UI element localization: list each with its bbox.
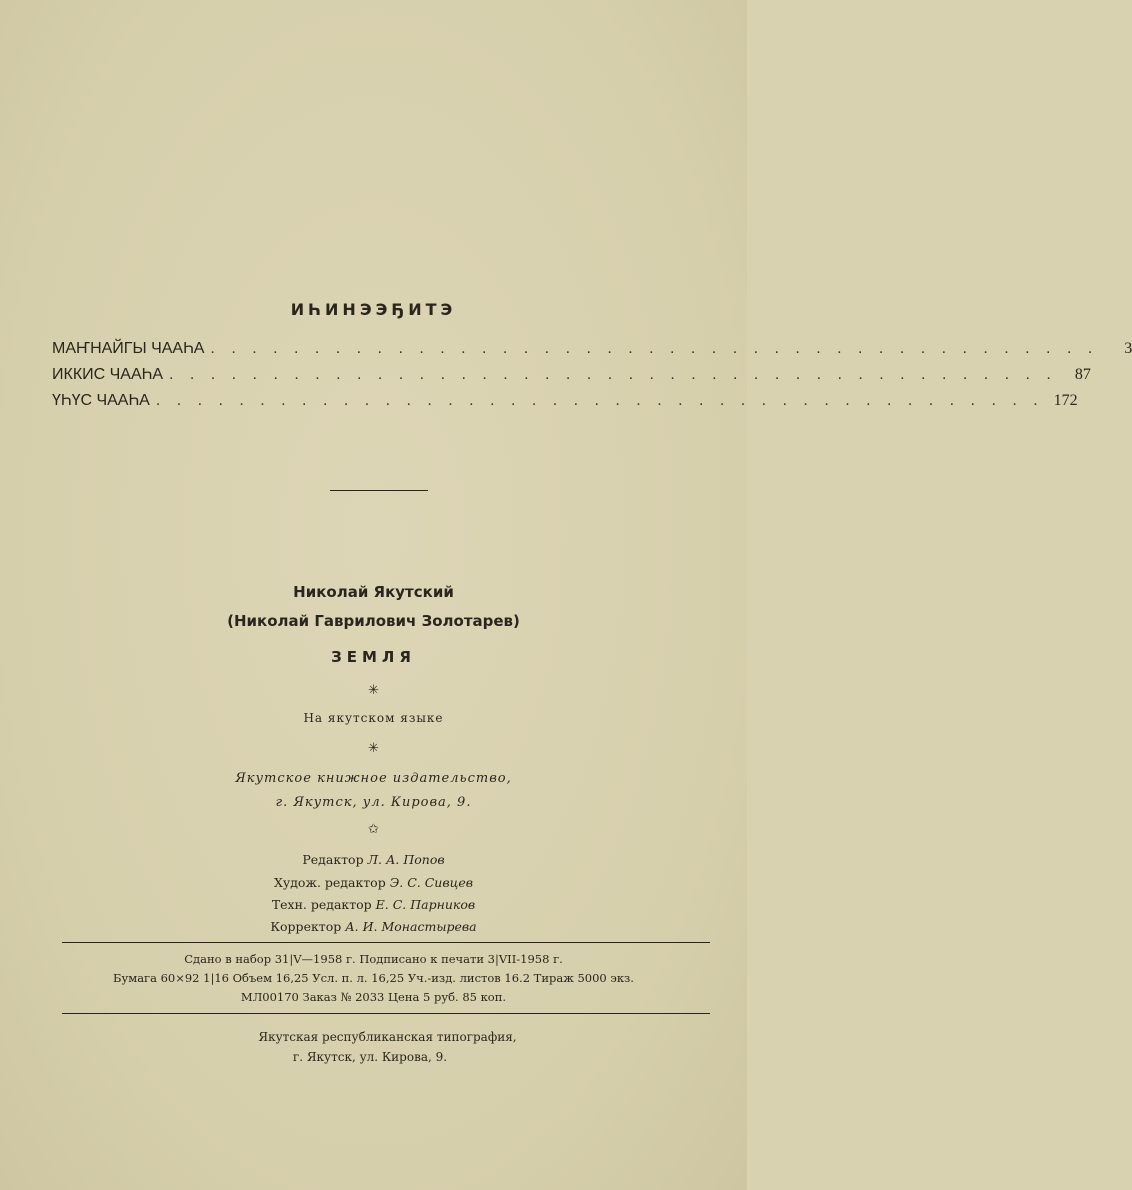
imprint-rule-top bbox=[62, 942, 710, 943]
star-ornament-icon: ✩ bbox=[368, 822, 379, 837]
toc-entry-title: ҮҺҮС ЧААҺА bbox=[52, 392, 150, 409]
printer-address: г. Якутск, ул. Кирова, 9. bbox=[292, 1050, 448, 1064]
staff-role: Редактор bbox=[302, 852, 364, 867]
toc-entry-page: 87 bbox=[1074, 366, 1091, 383]
staff-line bbox=[0, 875, 747, 890]
toc-entry-page: 172 bbox=[1053, 392, 1078, 409]
asterisk-ornament-icon: ✳ bbox=[368, 741, 379, 756]
toc-entry-title: МАҤНАЙГЫ ЧААҺА bbox=[52, 340, 205, 357]
author-name: Николай Якутский bbox=[293, 583, 454, 601]
toc-leader-dots: . . . . . . . . . . . . . . . . . . . . . . . . . . . . . . . . . . . . . . . . . . . bbox=[155, 392, 1044, 409]
staff-name: Э. С. Сивцев bbox=[389, 875, 474, 890]
book-title: ЗЕМЛЯ bbox=[331, 648, 416, 666]
staff-line bbox=[0, 919, 747, 934]
publisher-address: г. Якутск, ул. Кирова, 9. bbox=[275, 795, 472, 810]
staff-name: А. И. Монастырева bbox=[345, 919, 477, 934]
imprint-rule-bottom bbox=[62, 1013, 710, 1014]
toc-entry bbox=[52, 366, 1091, 392]
printer-name: Якутская республиканская типография, bbox=[258, 1030, 517, 1044]
staff-line bbox=[0, 897, 747, 912]
toc-entry bbox=[52, 340, 1132, 366]
staff-line bbox=[0, 852, 747, 867]
table-of-contents bbox=[52, 340, 1132, 418]
imprint-dates: Сдано в набор 31|V—1958 г. Подписано к печати 3|VII-1958 г. bbox=[184, 952, 563, 966]
toc-entry-page: 3 bbox=[1124, 340, 1132, 357]
toc-leader-dots: . . . . . . . . . . . . . . . . . . . . . . . . . . . . . . . . . . . . . . . . . . . bbox=[210, 340, 1099, 357]
imprint-paper-volume: Бумага 60×92 1|16 Объем 16,25 Усл. п. л. 16,25 Уч.-изд. листов 16.2 Тираж 5000 экз. bbox=[113, 971, 634, 985]
section-divider bbox=[330, 490, 428, 491]
publisher-name: Якутское книжное издательство, bbox=[235, 771, 512, 786]
imprint-order-price: МЛ00170 Заказ № 2033 Цена 5 руб. 85 коп. bbox=[240, 990, 507, 1004]
asterisk-ornament-icon: ✳ bbox=[368, 683, 379, 698]
staff-role: Техн. редактор bbox=[271, 897, 372, 912]
toc-heading: ИҺИНЭЭҔИТЭ bbox=[290, 300, 457, 319]
toc-entry bbox=[52, 392, 1078, 418]
staff-role: Худож. редактор bbox=[273, 875, 386, 890]
staff-role: Корректор bbox=[270, 919, 342, 934]
toc-leader-dots: . . . . . . . . . . . . . . . . . . . . . . . . . . . . . . . . . . . . . . . . . . . bbox=[168, 366, 1057, 383]
staff-name: Л. А. Попов bbox=[367, 852, 445, 867]
staff-name: Е. С. Парников bbox=[375, 897, 476, 912]
author-full-name: (Николай Гаврилович Золотарев) bbox=[227, 612, 520, 630]
language-note: На якутском языке bbox=[303, 711, 444, 725]
toc-entry-title: ИККИС ЧААҺА bbox=[52, 366, 163, 383]
